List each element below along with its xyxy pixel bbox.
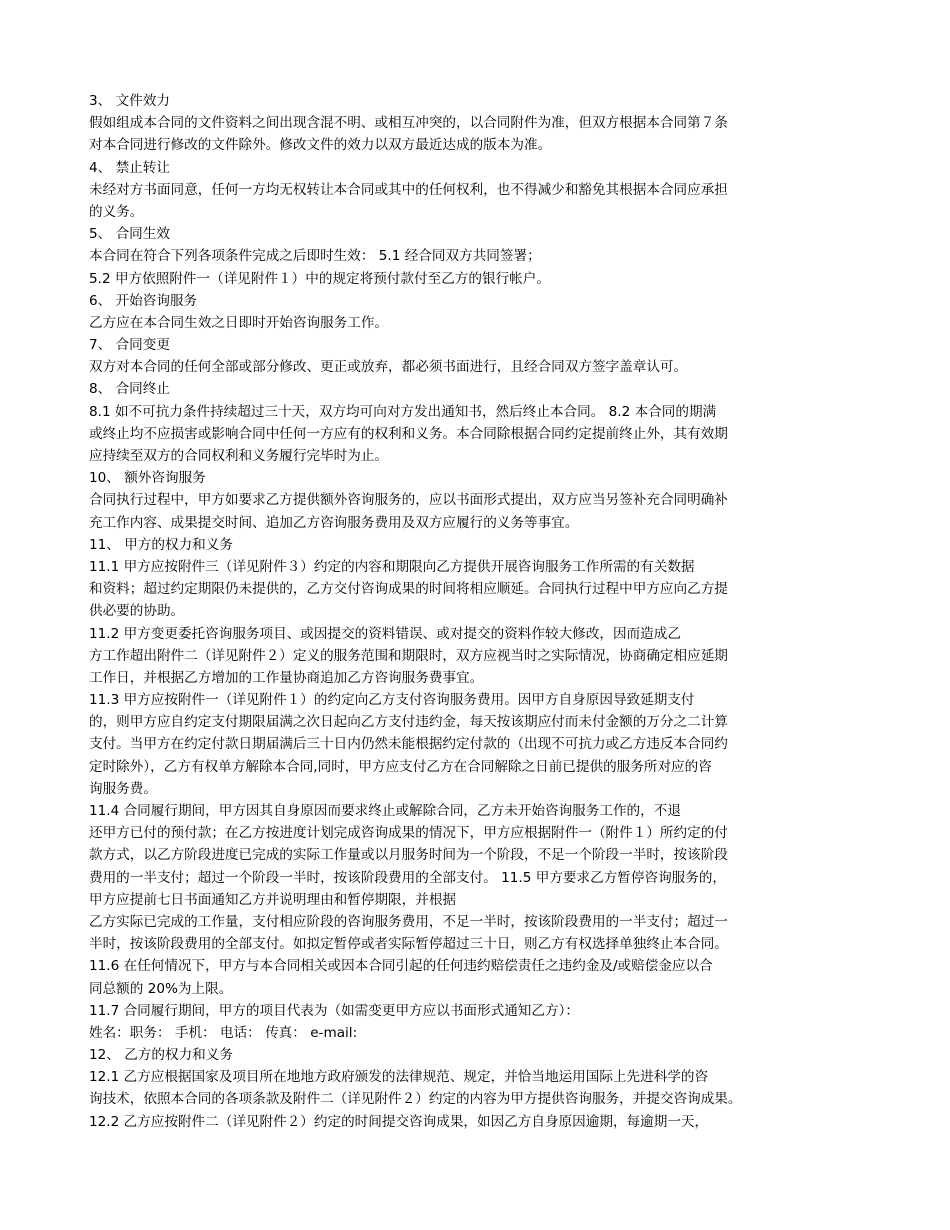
text-line: 的，则甲方应自约定支付期限届满之次日起向乙方支付违约金，每天按该期应付而未付金额的万分之二计算 <box>89 714 728 731</box>
text-line: 8.1 如不可抗力条件持续超过三十天，双方均可向对方发出通知书，然后终止本合同。 8.2 本合同的期满 <box>89 403 717 420</box>
text-line: 工作日，并根据乙方增加的工作量协商追加乙方咨询服务费事宜。 <box>89 669 484 686</box>
text-line: 对本合同进行修改的文件除外。修改文件的效力以双方最近达成的版本为准。 <box>89 137 552 154</box>
contract-text <box>89 90 869 1133</box>
text-line: 双方对本合同的任何全部或部分修改、更正或放弃，都必须书面进行，且经合同双方签字盖章认可。 <box>89 359 688 376</box>
text-line: 询服务费。 <box>89 780 157 797</box>
text-line: 或终止均不应损害或影响合同中任何一方应有的权利和义务。本合同除根据合同约定提前终止外，其有效期 <box>89 425 728 442</box>
text-line: 11.3 甲方应按附件一（详见附件１）的约定向乙方支付咨询服务费用。因甲方自身原因导致延期支付 <box>89 692 695 709</box>
text-line: 本合同在符合下列各项条件完成之后即时生效： 5.1 经合同双方共同签署； <box>89 248 541 265</box>
text-line: 定时除外），乙方有权单方解除本合同,同时，甲方应支付乙方在合同解除之日前已提供的服务所对应的咨 <box>89 758 712 775</box>
text-line: 未经对方书面同意，任何一方均无权转让本合同或其中的任何权利，也不得减少和豁免其根据本合同应承担 <box>89 181 728 198</box>
text-line: 姓名：职务： 手机： 电话： 传真： e-mail: <box>89 1024 358 1041</box>
text-line: 供必要的协助。 <box>89 603 185 620</box>
text-line: 11.6 在任何情况下，甲方与本合同相关或因本合同引起的任何违约赔偿责任之违约金及/或赔偿金应以合 <box>89 958 713 975</box>
text-line: 半时，按该阶段费用的全部支付。如拟定暂停或者实际暂停超过三十日，则乙方有权选择单独终止本合同。 <box>89 936 728 953</box>
text-line: 费用的一半支付；超过一个阶段一半时，按该阶段费用的全部支付。 11.5 甲方要求乙方暂停咨询服务的， <box>89 869 727 886</box>
text-line: 11.2 甲方变更委托咨询服务项目、或因提交的资料错误、或对提交的资料作较大修改，因而造成乙 <box>89 625 681 642</box>
text-line: 支付。当甲方在约定付款日期届满后三十日内仍然未能根据约定付款的（出现不可抗力或乙方违反本合同约 <box>89 736 728 753</box>
text-line: 合同执行过程中，甲方如要求乙方提供额外咨询服务的，应以书面形式提出，双方应当另签补充合同明确补 <box>89 492 728 509</box>
text-line: 甲方应提前七日书面通知乙方并说明理由和暂停期限，并根据 <box>89 891 457 908</box>
text-line: 12.2 乙方应按附件二（详见附件２）约定的时间提交咨询成果，如因乙方自身原因逾期，每逾期一天， <box>89 1113 709 1130</box>
text-line: 还甲方已付的预付款；在乙方按进度计划完成咨询成果的情况下，甲方应根据附件一（附件１）所约定的付 <box>89 825 728 842</box>
text-line: 5.2 甲方依照附件一（详见附件１）中的规定将预付款付至乙方的银行帐户。 <box>89 270 550 287</box>
text-line: 11.1 甲方应按附件三（详见附件３）约定的内容和期限向乙方提供开展咨询服务工作所需的有关数据 <box>89 558 695 575</box>
text-line: 12.1 乙方应根据国家及项目所在地地方政府颁发的法律规范、规定，并恰当地运用国际上先进科学的咨 <box>89 1069 709 1086</box>
text-line: 乙方应在本合同生效之日即时开始咨询服务工作。 <box>89 314 389 331</box>
text-line: 7、 合同变更 <box>89 337 170 354</box>
text-line: 12、 乙方的权力和义务 <box>89 1047 233 1064</box>
text-line: 11.4 合同履行期间，甲方因其自身原因而要求终止或解除合同，乙方未开始咨询服务工作的，不退 <box>89 803 681 819</box>
text-line: 同总额的 20%为上限。 <box>89 980 233 997</box>
text-line: 11.7 合同履行期间，甲方的项目代表为（如需变更甲方应以书面形式通知乙方）： <box>89 1002 579 1019</box>
text-line: 10、 额外咨询服务 <box>89 470 206 487</box>
text-line: 11、 甲方的权力和义务 <box>89 536 233 553</box>
text-line: 5、 合同生效 <box>89 226 170 243</box>
text-line: 6、 开始咨询服务 <box>89 292 198 309</box>
text-line: 乙方实际已完成的工作量，支付相应阶段的咨询服务费用，不足一半时，按该阶段费用的一半支付；超过一 <box>89 913 728 930</box>
text-line: 8、 合同终止 <box>89 381 170 398</box>
text-line: 和资料；超过约定期限仍未提供的，乙方交付咨询成果的时间将相应顺延。合同执行过程中甲方应向乙方提 <box>89 581 728 598</box>
text-line: 询技术，依照本合同的各项条款及附件二（详见附件２）约定的内容为甲方提供咨询服务，并提交咨询成果。 <box>89 1091 742 1108</box>
text-line: 假如组成本合同的文件资料之间出现含混不明、或相互冲突的，以合同附件为准，但双方根据本合同第７条 <box>89 115 728 132</box>
text-line: 4、 禁止转让 <box>89 159 170 176</box>
text-line: 的义务。 <box>89 203 144 220</box>
text-line: 应持续至双方的合同权利和义务履行完毕时为止。 <box>89 448 389 464</box>
text-line: 款方式，以乙方阶段进度已完成的实际工作量或以月服务时间为一个阶段，不足一个阶段一半时，按该阶段 <box>89 847 728 864</box>
text-line: 充工作内容、成果提交时间、追加乙方咨询服务费用及双方应履行的义务等事宜。 <box>89 514 579 531</box>
text-line: 方工作超出附件二（详见附件２）定义的服务范围和期限时，双方应视当时之实际情况，协商确定相应延期 <box>89 647 728 664</box>
text-line: 3、 文件效力 <box>89 93 170 109</box>
